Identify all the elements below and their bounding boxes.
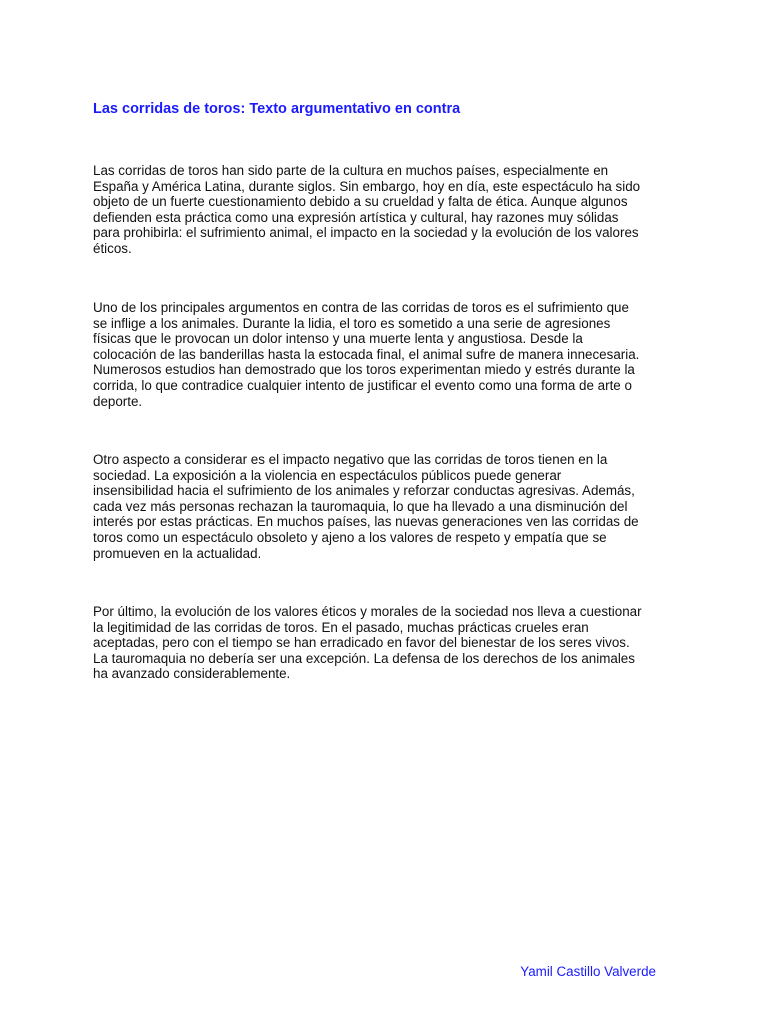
text-line: para prohibirla: el sufrimiento animal, el impacto en la sociedad y la evolución de los valores — [93, 225, 639, 241]
text-line: toros como un espectáculo obsoleto y ajeno a los valores de respeto y empatía que se — [93, 529, 607, 545]
text-line: colocación de las banderillas hasta la estocada final, el animal sufre de manera innecesaria. — [93, 346, 640, 362]
text-line: se inflige a los animales. Durante la lidia, el toro es sometido a una serie de agresiones — [93, 315, 611, 331]
paragraph-introduction — [93, 163, 678, 257]
text-line: sociedad. La exposición a la violencia en espectáculos públicos puede generar — [93, 467, 562, 483]
paragraph-social-impact — [93, 452, 678, 561]
author-name: Yamil Castillo Valverde — [520, 964, 656, 979]
text-line: aceptadas, pero con el tiempo se han erradicado en favor del bienestar de los seres vivos. — [93, 635, 630, 651]
text-line: defienden esta práctica como una expresión artística y cultural, hay razones muy sólidas — [93, 209, 619, 225]
paragraph-animal-suffering — [93, 300, 678, 409]
text-line: Numerosos estudios han demostrado que los toros experimentan miedo y estrés durante la — [93, 362, 635, 378]
paragraph-ethical-values — [93, 604, 678, 682]
text-line: Por último, la evolución de los valores éticos y morales de la sociedad nos lleva a cuestionar — [93, 604, 642, 619]
text-line: Otro aspecto a considerar es el impacto negativo que las corridas de toros tienen en la — [93, 452, 608, 467]
document-title: Las corridas de toros: Texto argumentativo en contra — [93, 101, 461, 117]
text-line: promueven en la actualidad. — [93, 545, 262, 561]
text-line: la legitimidad de las corridas de toros. En el pasado, muchas prácticas crueles eran — [93, 619, 589, 635]
text-line: objeto de un fuerte cuestionamiento debido a su crueldad y falta de ética. Aunque algunos — [93, 194, 628, 210]
text-line: España y América Latina, durante siglos. Sin embargo, hoy en día, este espectáculo ha sido — [93, 178, 641, 194]
text-line: insensibilidad hacia el sufrimiento de los animales y reforzar conductas agresivas. Además, — [93, 483, 635, 499]
text-line: cada vez más personas rechazan la tauromaquia, lo que ha llevado a una disminución del — [93, 498, 628, 514]
text-line: Las corridas de toros han sido parte de la cultura en muchos países, especialmente en — [93, 163, 609, 178]
text-line: deporte. — [93, 393, 143, 409]
text-line: interés por estas prácticas. En muchos países, las nuevas generaciones ven las corridas de — [93, 514, 639, 530]
text-line: La tauromaquia no debería ser una excepción. La defensa de los derechos de los animales — [93, 650, 635, 666]
text-line: corrida, lo que contradice cualquier intento de justificar el evento como una forma de arte o — [93, 377, 632, 393]
text-line: éticos. — [93, 240, 132, 256]
text-line: físicas que le provocan un dolor intenso y una muerte lenta y angustiosa. Desde la — [93, 331, 583, 347]
text-line: Uno de los principales argumentos en contra de las corridas de toros es el sufrimiento que — [93, 300, 629, 315]
text-line: ha avanzado considerablemente. — [93, 666, 291, 682]
